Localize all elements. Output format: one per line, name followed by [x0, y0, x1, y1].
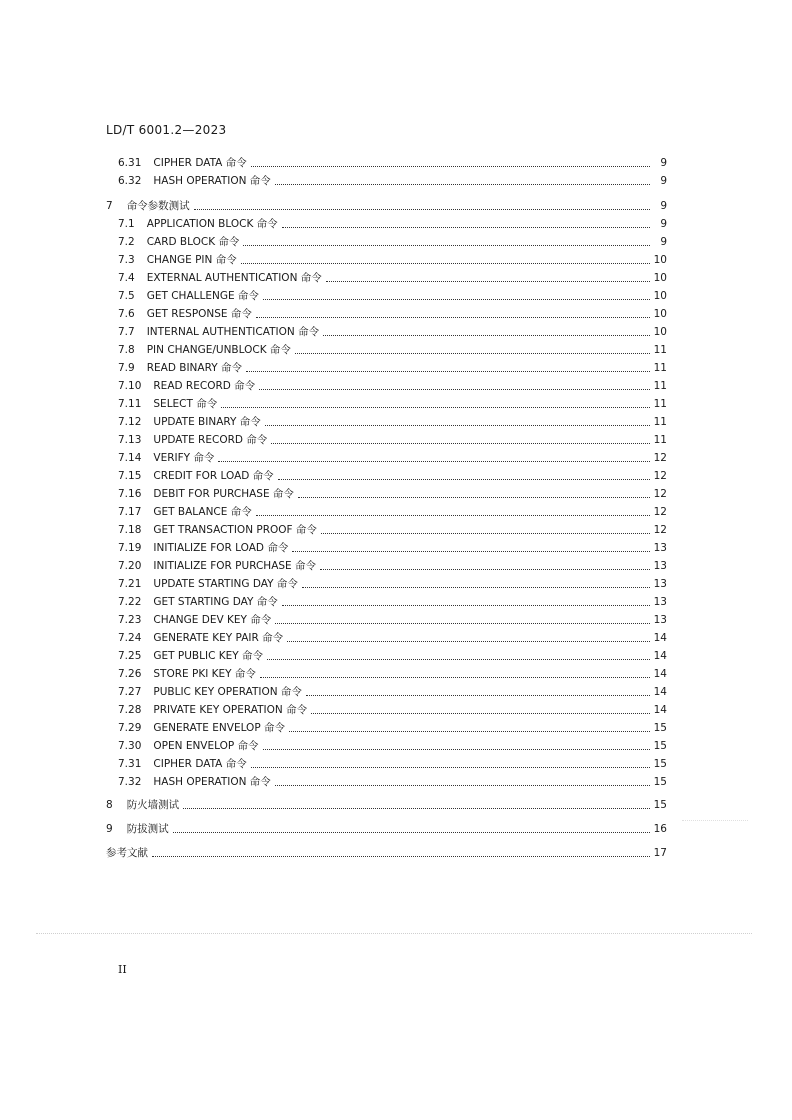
toc-entry-title: INTERNAL AUTHENTICATION 命令	[146, 326, 320, 338]
toc-entry[interactable]	[118, 339, 667, 357]
dot-leader	[292, 551, 650, 552]
toc-entry-page-number: 12	[653, 488, 667, 500]
dot-leader	[287, 641, 650, 642]
toc-entry-number: 7.9	[118, 362, 135, 374]
dot-leader	[289, 731, 650, 732]
toc-entry-page-number: 9	[660, 200, 667, 212]
dot-leader	[263, 299, 650, 300]
toc-entry-page-number: 10	[653, 308, 667, 320]
dot-leader	[323, 335, 650, 336]
toc-entry-number: 7.4	[118, 272, 135, 284]
dot-leader	[278, 479, 650, 480]
dot-leader	[194, 209, 650, 210]
toc-entry-page-number: 14	[653, 686, 667, 698]
toc-entry-title: SELECT 命令	[153, 398, 218, 410]
dot-leader	[256, 515, 650, 516]
toc-entry-title: 参考文献	[106, 847, 148, 859]
toc-entry[interactable]	[118, 573, 667, 591]
toc-entry-number: 7.16	[118, 488, 142, 500]
dot-leader	[275, 184, 650, 185]
scan-artifact-line	[682, 820, 748, 821]
toc-entry-title: INITIALIZE FOR LOAD 命令	[153, 542, 289, 554]
toc-entry[interactable]	[106, 794, 667, 812]
toc-entry-title: GET PUBLIC KEY 命令	[153, 650, 264, 662]
toc-entry-number: 7.14	[118, 452, 142, 464]
toc-entry-number: 7.29	[118, 722, 142, 734]
dot-leader	[306, 695, 650, 696]
toc-entry-page-number: 13	[653, 614, 667, 626]
toc-entry-page-number: 13	[653, 542, 667, 554]
toc-entry-title: 命令参数测试	[126, 200, 190, 212]
dot-leader	[302, 587, 650, 588]
dot-leader	[263, 749, 650, 750]
toc-entry-page-number: 10	[653, 290, 667, 302]
toc-entry-number: 7.28	[118, 704, 142, 716]
toc-entry-page-number: 12	[653, 524, 667, 536]
toc-entry-title: GENERATE ENVELOP 命令	[153, 722, 285, 734]
toc-entry-number: 7.5	[118, 290, 135, 302]
toc-entry[interactable]	[118, 465, 667, 483]
dot-leader	[275, 785, 650, 786]
toc-entry-page-number: 12	[653, 452, 667, 464]
toc-entry-title: DEBIT FOR PURCHASE 命令	[153, 488, 294, 500]
toc-entry-title: READ BINARY 命令	[146, 362, 242, 374]
toc-entry-number: 7.31	[118, 758, 142, 770]
toc-entry-number: 7.30	[118, 740, 142, 752]
toc-entry-title: 防拔测试	[126, 823, 169, 835]
dot-leader	[271, 443, 650, 444]
toc-entry-page-number: 15	[653, 722, 667, 734]
toc-entry-title: READ RECORD 命令	[153, 380, 256, 392]
toc-entry[interactable]	[118, 447, 667, 465]
dot-leader	[311, 713, 650, 714]
toc-entry-number: 7.22	[118, 596, 142, 608]
toc-entry-number: 7.15	[118, 470, 142, 482]
dot-leader	[256, 317, 650, 318]
toc-entry-number: 7.7	[118, 326, 135, 338]
toc-entry-number: 7.13	[118, 434, 142, 446]
toc-entry-title: APPLICATION BLOCK 命令	[146, 218, 278, 230]
toc-entry-number: 7.26	[118, 668, 142, 680]
toc-entry[interactable]	[118, 303, 667, 321]
dot-leader	[275, 623, 650, 624]
toc-entry[interactable]	[118, 735, 667, 753]
document-id-header: LD/T 6001.2—2023	[106, 123, 227, 137]
toc-entry-number: 7.1	[118, 218, 135, 230]
toc-entry-title: GET CHALLENGE 命令	[146, 290, 259, 302]
toc-entry[interactable]	[118, 429, 667, 447]
toc-entry-page-number: 15	[653, 740, 667, 752]
toc-entry[interactable]	[118, 537, 667, 555]
toc-entry-title: STORE PKI KEY 命令	[153, 668, 256, 680]
toc-entry-page-number: 11	[653, 416, 667, 428]
toc-entry-title: PUBLIC KEY OPERATION 命令	[153, 686, 302, 698]
toc-entry[interactable]	[118, 375, 667, 393]
toc-entry-number: 8	[106, 799, 113, 811]
dot-leader	[267, 659, 650, 660]
toc-entry[interactable]	[118, 555, 667, 573]
dot-leader	[251, 767, 650, 768]
toc-entry-title: GENERATE KEY PAIR 命令	[153, 632, 284, 644]
toc-entry-title: CHANGE DEV KEY 命令	[153, 614, 272, 626]
toc-entry[interactable]	[118, 411, 667, 429]
toc-entry-page-number: 15	[653, 776, 667, 788]
toc-entry-page-number: 12	[653, 506, 667, 518]
toc-entry-number: 7.12	[118, 416, 142, 428]
dot-leader	[152, 856, 650, 857]
toc-entry-page-number: 15	[653, 758, 667, 770]
toc-entry-page-number: 11	[653, 398, 667, 410]
toc-entry-title: GET TRANSACTION PROOF 命令	[153, 524, 317, 536]
toc-entry-title: OPEN ENVELOP 命令	[153, 740, 259, 752]
toc-entry-number: 7.21	[118, 578, 142, 590]
toc-entry-number: 7.23	[118, 614, 142, 626]
page-number-footer: II	[118, 963, 127, 976]
toc-entry[interactable]	[106, 195, 667, 213]
toc-entry-number: 7.17	[118, 506, 142, 518]
toc-entry[interactable]	[118, 609, 667, 627]
toc-entry-title: UPDATE BINARY 命令	[153, 416, 261, 428]
toc-entry-number: 6.31	[118, 157, 142, 169]
dot-leader	[321, 533, 650, 534]
toc-entry-page-number: 9	[660, 218, 667, 230]
toc-entry-title: UPDATE RECORD 命令	[153, 434, 268, 446]
dot-leader	[218, 461, 650, 462]
toc-entry-number: 7.18	[118, 524, 142, 536]
toc-entry-title: CREDIT FOR LOAD 命令	[153, 470, 274, 482]
toc-entry[interactable]	[118, 393, 667, 411]
toc-entry-page-number: 9	[660, 157, 667, 169]
toc-entry-number: 7.3	[118, 254, 135, 266]
toc-entry-title: HASH OPERATION 命令	[153, 175, 271, 187]
toc-entry-title: GET RESPONSE 命令	[146, 308, 252, 320]
toc-entry-page-number: 12	[653, 470, 667, 482]
toc-entry-number: 7.10	[118, 380, 142, 392]
toc-entry[interactable]	[118, 501, 667, 519]
toc-entry-number: 9	[106, 823, 113, 835]
toc-entry-page-number: 10	[653, 254, 667, 266]
toc-entry-page-number: 13	[653, 578, 667, 590]
toc-entry-title: CARD BLOCK 命令	[146, 236, 240, 248]
toc-entry-number: 6.32	[118, 175, 142, 187]
toc-entry-title: EXTERNAL AUTHENTICATION 命令	[146, 272, 322, 284]
dot-leader	[251, 166, 650, 167]
page-divider	[36, 933, 752, 934]
toc-entry[interactable]	[118, 213, 667, 231]
toc-entry-page-number: 14	[653, 632, 667, 644]
toc-entry[interactable]	[118, 267, 667, 285]
toc-entry[interactable]	[118, 357, 667, 375]
dot-leader	[320, 569, 650, 570]
toc-entry-title: INITIALIZE FOR PURCHASE 命令	[153, 560, 317, 572]
dot-leader	[295, 353, 650, 354]
toc-entry[interactable]	[118, 249, 667, 267]
toc-entry-page-number: 10	[653, 326, 667, 338]
dot-leader	[282, 605, 650, 606]
dot-leader	[241, 263, 650, 264]
dot-leader	[265, 425, 650, 426]
toc-entry-title: GET BALANCE 命令	[153, 506, 252, 518]
toc-entry-title: PIN CHANGE/UNBLOCK 命令	[146, 344, 291, 356]
dot-leader	[260, 677, 650, 678]
toc-entry[interactable]	[118, 753, 667, 771]
toc-entry-page-number: 15	[653, 799, 667, 811]
toc-entry-title: HASH OPERATION 命令	[153, 776, 271, 788]
dot-leader	[173, 832, 650, 833]
toc-entry[interactable]	[118, 170, 667, 188]
toc-entry-number: 7.11	[118, 398, 142, 410]
dot-leader	[259, 389, 650, 390]
toc-entry-number: 7.2	[118, 236, 135, 248]
toc-entry-number: 7.24	[118, 632, 142, 644]
toc-entry-page-number: 11	[653, 344, 667, 356]
toc-entry[interactable]	[118, 699, 667, 717]
toc-entry-page-number: 10	[653, 272, 667, 284]
toc-entry-page-number: 14	[653, 650, 667, 662]
toc-entry[interactable]	[118, 645, 667, 663]
toc-entry[interactable]	[118, 663, 667, 681]
toc-entry[interactable]	[118, 483, 667, 501]
toc-entry-page-number: 9	[660, 175, 667, 187]
toc-entry-page-number: 11	[653, 380, 667, 392]
toc-entry-number: 7.25	[118, 650, 142, 662]
toc-entry[interactable]	[118, 681, 667, 699]
toc-entry-title: GET STARTING DAY 命令	[153, 596, 278, 608]
toc-entry-page-number: 13	[653, 596, 667, 608]
toc-entry-page-number: 16	[653, 823, 667, 835]
toc-entry-title: PRIVATE KEY OPERATION 命令	[153, 704, 308, 716]
dot-leader	[282, 227, 650, 228]
toc-entry-number: 7.6	[118, 308, 135, 320]
toc-entry-title: 防火墙测试	[126, 799, 180, 811]
toc-entry-number: 7.19	[118, 542, 142, 554]
toc-entry[interactable]	[106, 842, 667, 860]
dot-leader	[298, 497, 650, 498]
toc-entry-page-number: 13	[653, 560, 667, 572]
toc-entry[interactable]	[118, 717, 667, 735]
toc-entry-number: 7	[106, 200, 113, 212]
toc-entry-page-number: 9	[660, 236, 667, 248]
dot-leader	[221, 407, 650, 408]
toc-entry[interactable]	[118, 627, 667, 645]
toc-entry-page-number: 11	[653, 434, 667, 446]
toc-entry-page-number: 11	[653, 362, 667, 374]
toc-entry-title: VERIFY 命令	[153, 452, 215, 464]
toc-entry-title: UPDATE STARTING DAY 命令	[153, 578, 298, 590]
toc-entry-number: 7.27	[118, 686, 142, 698]
toc-entry[interactable]	[118, 152, 667, 170]
toc-entry-page-number: 17	[653, 847, 667, 859]
toc-entry[interactable]	[106, 818, 667, 836]
toc-entry[interactable]	[118, 231, 667, 249]
toc-entry-title: CHANGE PIN 命令	[146, 254, 237, 266]
toc-entry[interactable]	[118, 591, 667, 609]
toc-entry-number: 7.20	[118, 560, 142, 572]
dot-leader	[326, 281, 650, 282]
toc-entry[interactable]	[118, 321, 667, 339]
toc-entry-title: CIPHER DATA 命令	[153, 157, 247, 169]
toc-entry-page-number: 14	[653, 668, 667, 680]
dot-leader	[183, 808, 650, 809]
toc-entry-number: 7.32	[118, 776, 142, 788]
toc-entry-number: 7.8	[118, 344, 135, 356]
toc-entry[interactable]	[118, 771, 667, 789]
toc-entry[interactable]	[118, 519, 667, 537]
dot-leader	[246, 371, 650, 372]
toc-entry[interactable]	[118, 285, 667, 303]
toc-entry-page-number: 14	[653, 704, 667, 716]
toc-entry-title: CIPHER DATA 命令	[153, 758, 247, 770]
dot-leader	[243, 245, 650, 246]
